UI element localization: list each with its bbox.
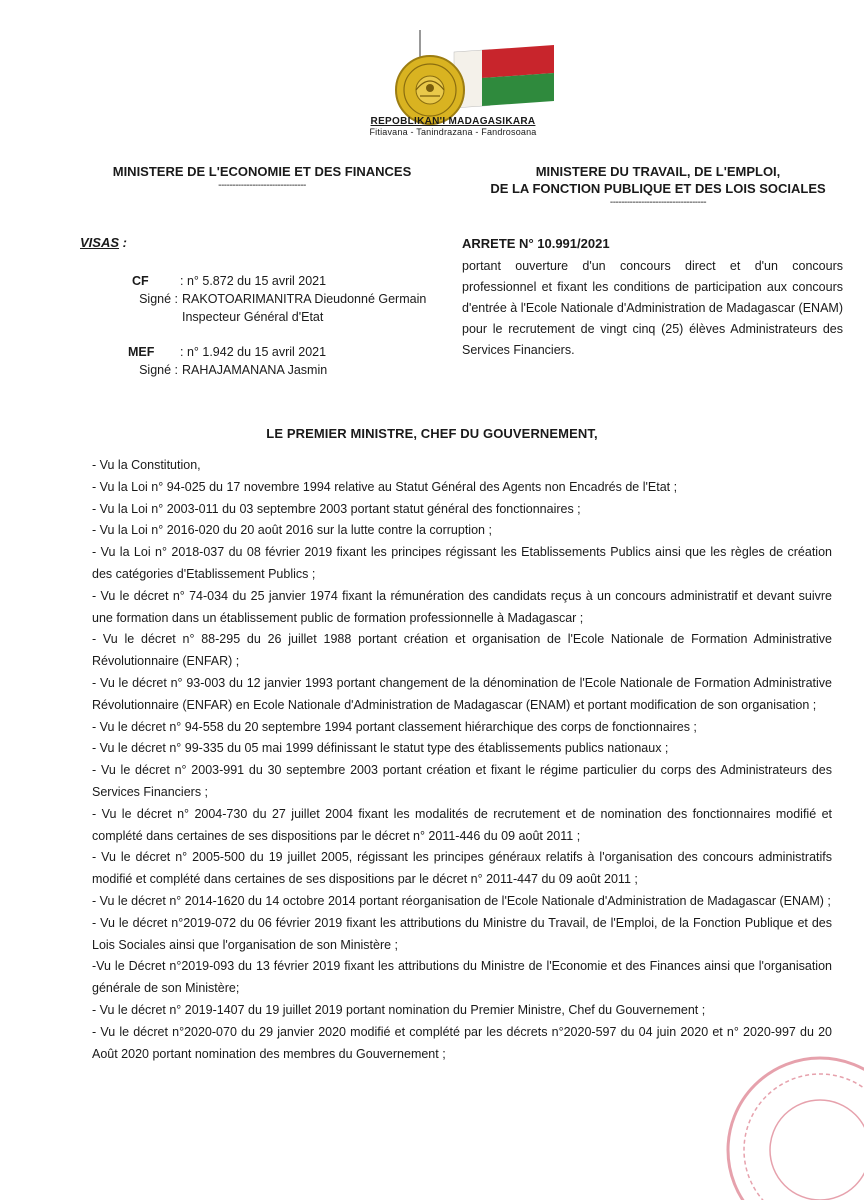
- ministry-right: [478, 163, 838, 209]
- list-item: - Vu le décret n° 2005-500 du 19 juillet 2005, régissant les principes généraux relatifs à l'organisation des concours administratifs modifié et complété dans certaines de ses dispositions par le décret n° 2011-447 du 09 août 2011 ;: [92, 850, 832, 887]
- list-item: - Vu le décret n° 99-335 du 05 mai 1999 définissant le statut type des établissements publics nationaux ;: [92, 741, 669, 756]
- visa-mef-signed-name: RAHAJAMANANA Jasmin: [182, 363, 328, 377]
- list-item: - Vu la Loi n° 2016-020 du 20 août 2016 sur la lutte contre la corruption ;: [92, 523, 492, 538]
- republic-name: REPOBLIKAN'I MADAGASIKARA: [370, 116, 536, 127]
- list-item: - Vu la Constitution,: [92, 458, 201, 472]
- list-item: - Vu le décret n° 2004-730 du 27 juillet 2004 fixant les modalités de recrutement et de nomination des fonctionnaires modifié et complété dans certaines de ses dispositions par le décret n° 2011-446 du 09 août 2011 ;: [92, 806, 832, 843]
- list-item: - Vu la Loi n° 94-025 du 17 novembre 1994 relative au Statut Général des Agents non Encadrés de l'Etat ;: [92, 479, 678, 494]
- list-item: - Vu le décret n° 74-034 du 25 janvier 1974 fixant la rémunération des candidats reçus à un concours administratif et devant suivre une formation dans un établissement public de formation professionnelle à Madagascar ;: [92, 588, 832, 625]
- ministry-left-divider: -------------------------------: [218, 180, 306, 191]
- ministry-right-line2: DE LA FONCTION PUBLIQUE ET DES LOIS SOCIALES: [490, 181, 826, 196]
- ministry-left: [100, 163, 424, 192]
- list-item: - Vu le décret n° 93-003 du 12 janvier 1993 portant changement de la dénomination de l'Ecole Nationale de Formation Administrative Révolutionnaire (ENFAR) en Ecole Nationale d'Administration de Madagascar (ENAM) et portant modification de son organisation ;: [92, 675, 832, 712]
- considerations-list: [92, 455, 832, 1065]
- list-item: - Vu le décret n° 2019-1407 du 19 juillet 2019 portant nomination du Premier Ministre, Chef du Gouvernement ;: [92, 1002, 706, 1017]
- arrete-body: portant ouverture d'un concours direct et d'un concours professionnel et fixant les conditions de participation aux concours d'entrée à l'Ecole Nationale d'Administration de Madagascar (ENAM) pour le recrutement de vingt cinq (25) élèves Administrateurs des Services Financiers.: [462, 259, 843, 357]
- ministry-left-name: MINISTERE DE L'ECONOMIE ET DES FINANCES: [112, 164, 412, 179]
- visa-cf-signed-name: RAKOTOARIMANITRA Dieudonné Germain: [182, 292, 427, 306]
- visa-cf: [120, 272, 450, 326]
- list-item: - Vu la Loi n° 2003-011 du 03 septembre 2003 portant statut général des fonctionnaires ;: [92, 501, 581, 516]
- republic-motto: Fitiavana - Tanindrazana - Fandrosoana: [369, 127, 537, 137]
- list-item: - Vu le décret n° 2014-1620 du 14 octobre 2014 portant réorganisation de l'Ecole Nationale d'Administration de Madagascar (ENAM) ;: [92, 893, 831, 908]
- list-item: - Vu le décret n° 94-558 du 20 septembre 1994 portant classement hiérarchique des corps de fonctionnaires ;: [92, 719, 697, 734]
- visa-mef: [120, 343, 450, 379]
- visa-cf-ref: : n° 5.872 du 15 avril 2021: [180, 274, 327, 288]
- visas-title: VISAS: [80, 235, 120, 250]
- list-item: -Vu le Décret n°2019-093 du 13 février 2019 fixant les attributions du Ministre de l'Economie et des Finances ainsi que l'organisation générale de son Ministère;: [92, 959, 832, 996]
- visa-mef-ref: : n° 1.942 du 15 avril 2021: [180, 345, 327, 359]
- arrete-title: ARRETE N° 10.991/2021: [462, 236, 610, 251]
- visa-cf-key: CF: [132, 274, 149, 288]
- premier-ministre-heading: LE PREMIER MINISTRE, CHEF DU GOUVERNEMENT,: [266, 426, 598, 441]
- visas-heading: [80, 235, 127, 250]
- official-stamp-icon: [700, 1030, 864, 1200]
- list-item: - Vu la Loi n° 2018-037 du 08 février 2019 fixant les principes régissant les Etablissements Publics ainsi que les règles de création des catégories d'Etablissement Publics ;: [92, 545, 832, 581]
- list-item: - Vu le décret n° 88-295 du 26 juillet 1988 portant création et organisation de l'Ecole Nationale de Formation Administrative Révolutionnaire (ENFAR) ;: [92, 632, 832, 669]
- list-item: - Vu le décret n°2019-072 du 06 février 2019 fixant les attributions du Ministre du Travail, de l'Emploi, de la Fonction Publique et des Lois Sociales ainsi que l'organisation de son Ministère ;: [92, 915, 832, 952]
- list-item: - Vu le décret n° 2003-991 du 30 septembre 2003 portant création et fixant le régime particulier du corps des Administrateurs des Services Financiers ;: [92, 763, 832, 799]
- visa-cf-signed-label: Signé :: [139, 292, 178, 306]
- visa-cf-signed-title: Inspecteur Général d'Etat: [182, 310, 324, 324]
- list-item: - Vu le décret n°2020-070 du 29 janvier 2020 modifié et complété par les décrets n°2020-597 du 04 juin 2020 et n° 2020-997 du 20 Août 2020 portant nomination des membres du Gouvernement ;: [92, 1024, 832, 1061]
- visa-mef-signed-label: Signé :: [139, 363, 178, 377]
- visa-mef-key: MEF: [128, 345, 155, 359]
- visas-colon: :: [119, 235, 127, 250]
- ministry-right-divider: ----------------------------------: [609, 197, 707, 208]
- ministry-right-line1: MINISTERE DU TRAVAIL, DE L'EMPLOI,: [535, 164, 781, 179]
